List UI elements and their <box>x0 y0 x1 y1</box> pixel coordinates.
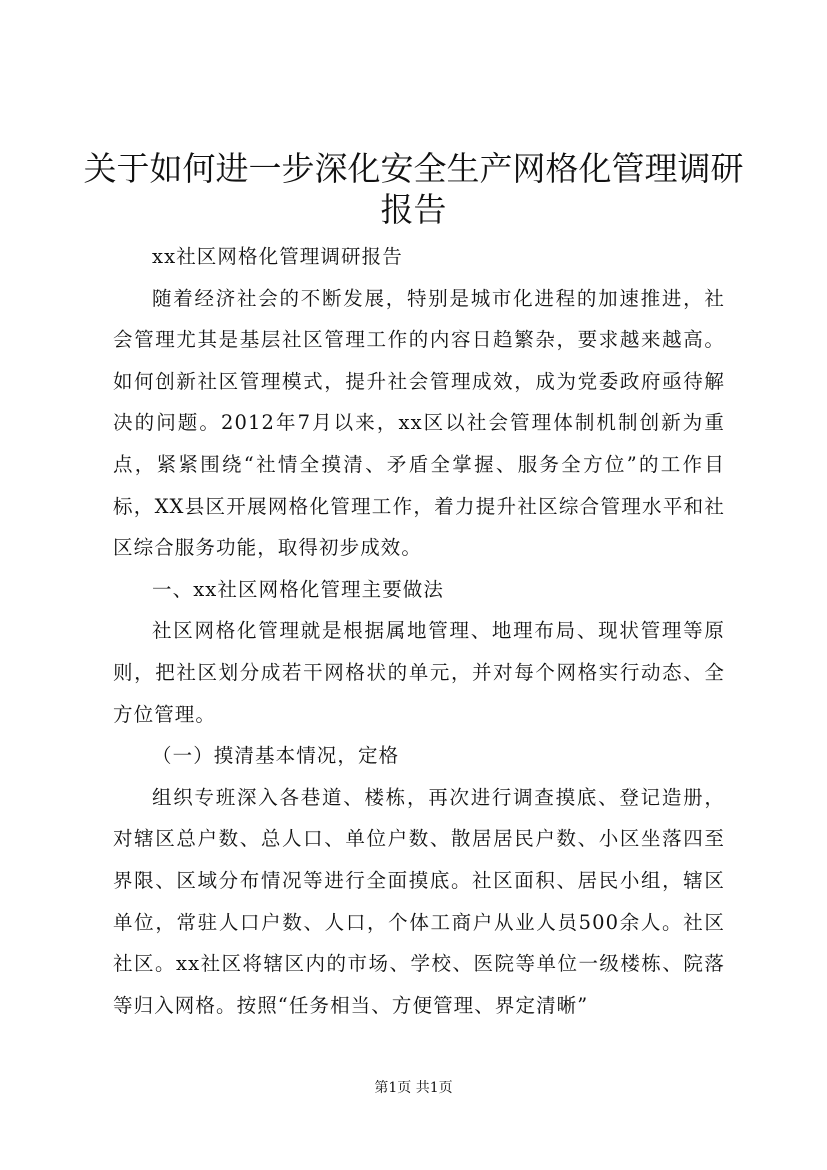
section-heading-1: 一、xx社区网格化管理主要做法 <box>152 577 444 601</box>
paragraph-grid-definition: 社区网格化管理就是根据属地管理、地理布局、现状管理等原则，把社区划分成若干网格状的单元，并对每个网格实行动态、全方位管理。 <box>113 619 725 726</box>
paragraph-intro: 随着经济社会的不断发展，特别是城市化进程的加速推进，社会管理尤其是基层社区管理工作的内容日趋繁杂，要求越来越高。如何创新社区管理模式，提升社会管理成效，成为党委政府亟待解决的问题。2012年7月以来，xx区以社会管理体制机制创新为重点，紧紧围绕“社情全摸清、矛盾全掌握、服务全方位”的工作目标，XX县区开展网格化管理工作，着力提升社区综合管理水平和社区综合服务功能，取得初步成效。 <box>113 286 725 560</box>
paragraph-survey: 组织专班深入各巷道、楼栋，再次进行调查摸底、登记造册，对辖区总户数、总人口、单位户数、散居居民户数、小区坐落四至界限、区域分布情况等进行全面摸底。社区面积、居民小组，辖区单位，常驻人口户数、人口，个体工商户从业人员500余人。社区社区。xx社区将辖区内的市场、学校、医院等单位一级楼栋、院落等归入网格。按照“任务相当、方便管理、界定清晰” <box>113 785 725 1017</box>
report-subtitle: xx社区网格化管理调研报告 <box>152 245 403 268</box>
document-title <box>80 148 747 230</box>
title-line-2: 报告 <box>380 190 447 229</box>
title-line-1: 关于如何进一步深化安全生产网格化管理调研 <box>83 149 744 188</box>
subsection-heading-1: （一）摸清基本情况，定格 <box>152 744 400 768</box>
page-footer: 第1页 共1页 <box>374 1080 453 1096</box>
document-body <box>113 236 725 1026</box>
